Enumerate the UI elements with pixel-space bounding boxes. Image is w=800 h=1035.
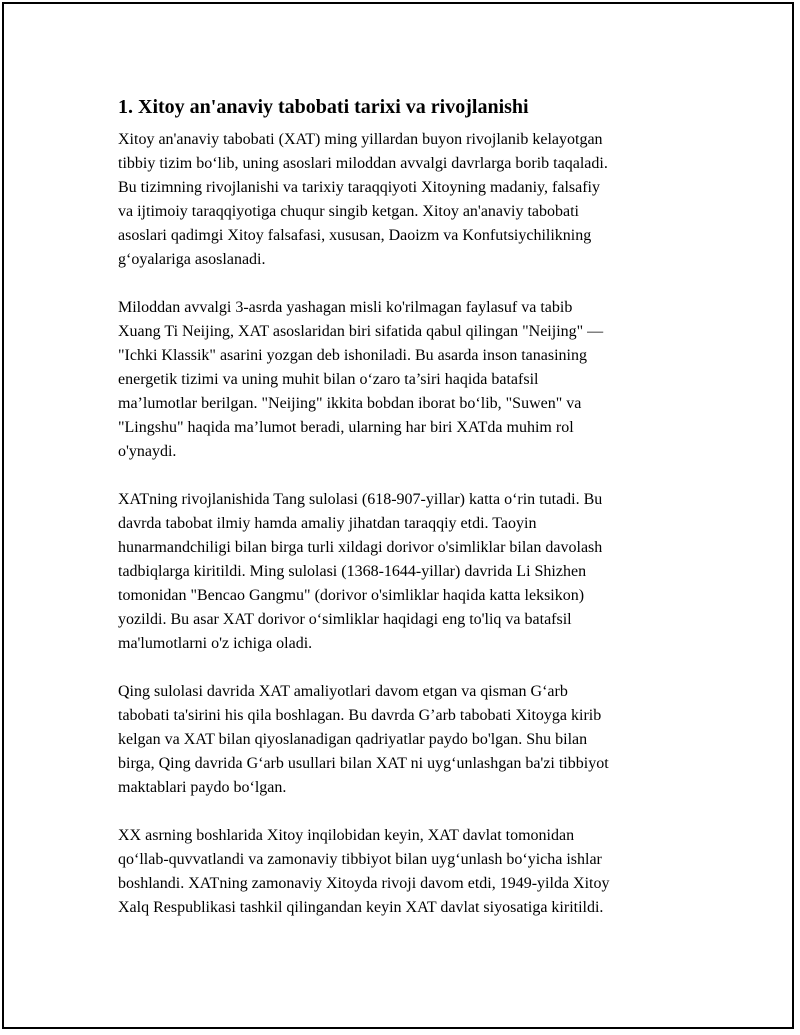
paragraph-5: XX asrning boshlarida Xitoy inqilobidan keyin, XAT davlat tomonidan qoʻllab-quvvatlandi va zamonaviy tibbiyot bilan uygʻunlash boʻyicha ishlar boshlandi. XATning zamonaviy Xitoyda rivoji davom etdi, 1949-yilda Xitoy Xalq Respublikasi tashkil qilingandan keyin XAT davlat siyosatiga kiritildi.: [118, 827, 610, 916]
paragraph-3: XATning rivojlanishida Tang sulolasi (618-907-yillar) katta oʻrin tutadi. Bu davrda tabobat ilmiy hamda amaliy jihatdan taraqqiy etdi. Taoyin hunarmandchiligi bilan birga turli xildagi dorivor o'simliklar bilan davolash tadbiqlarga kiritildi. Ming sulolasi (1368-1644-yillar) davrida Li Shizhen tomonidan "Bencao Gangmu" (dorivor o'simliklar haqida katta leksikon) yozildi. Bu asar XAT dorivor oʻsimliklar haqidagi eng to'liq va batafsil ma'lumotlarni o'z ichiga oladi.: [118, 491, 603, 652]
section-heading: 1. Xitoy an'anaviy tabobati tarixi va rivojlanishi: [118, 96, 529, 118]
paragraph-2: Miloddan avvalgi 3-asrda yashagan misli ko'rilmagan faylasuf va tabib Xuang Ti Neijing, XAT asoslaridan biri sifatida qabul qilingan "Neijing" — "Ichki Klassik" asarini yozgan deb ishoniladi. Bu asarda inson tanasining energetik tizimi va uning muhit bilan oʻzaro ta’siri haqida batafsil ma’lumotlar berilgan. "Neijing" ikkita bobdan iborat boʻlib, "Suwen" va "Lingshu" haqida ma’lumot beradi, ularning har biri XATda muhim rol o'ynaydi.: [118, 299, 604, 460]
document-body: [118, 94, 688, 944]
paragraph-1: Xitoy an'anaviy tabobati (XAT) ming yillardan buyon rivojlanib kelayotgan tibbiy tizim boʻlib, uning asoslari miloddan avvalgi davrlarga borib taqaladi. Bu tizimning rivojlanishi va tarixiy taraqqiyoti Xitoyning madaniy, falsafiy va ijtimoiy taraqqiyotiga chuqur singib ketgan. Xitoy an'anaviy tabobati asoslari qadimgi Xitoy falsafasi, xususan, Daoizm va Konfutsiychilikning gʻoyalariga asoslanadi.: [118, 131, 608, 268]
paragraph-4: Qing sulolasi davrida XAT amaliyotlari davom etgan va qisman Gʻarb tabobati ta'sirini his qila boshlagan. Bu davrda G’arb tabobati Xitoyga kirib kelgan va XAT bilan qiyoslanadigan qadriyatlar paydo bo'lgan. Shu bilan birga, Qing davrida Gʻarb usullari bilan XAT ni uygʻunlashgan ba'zi tibbiyot maktablari paydo boʻlgan.: [118, 683, 609, 796]
